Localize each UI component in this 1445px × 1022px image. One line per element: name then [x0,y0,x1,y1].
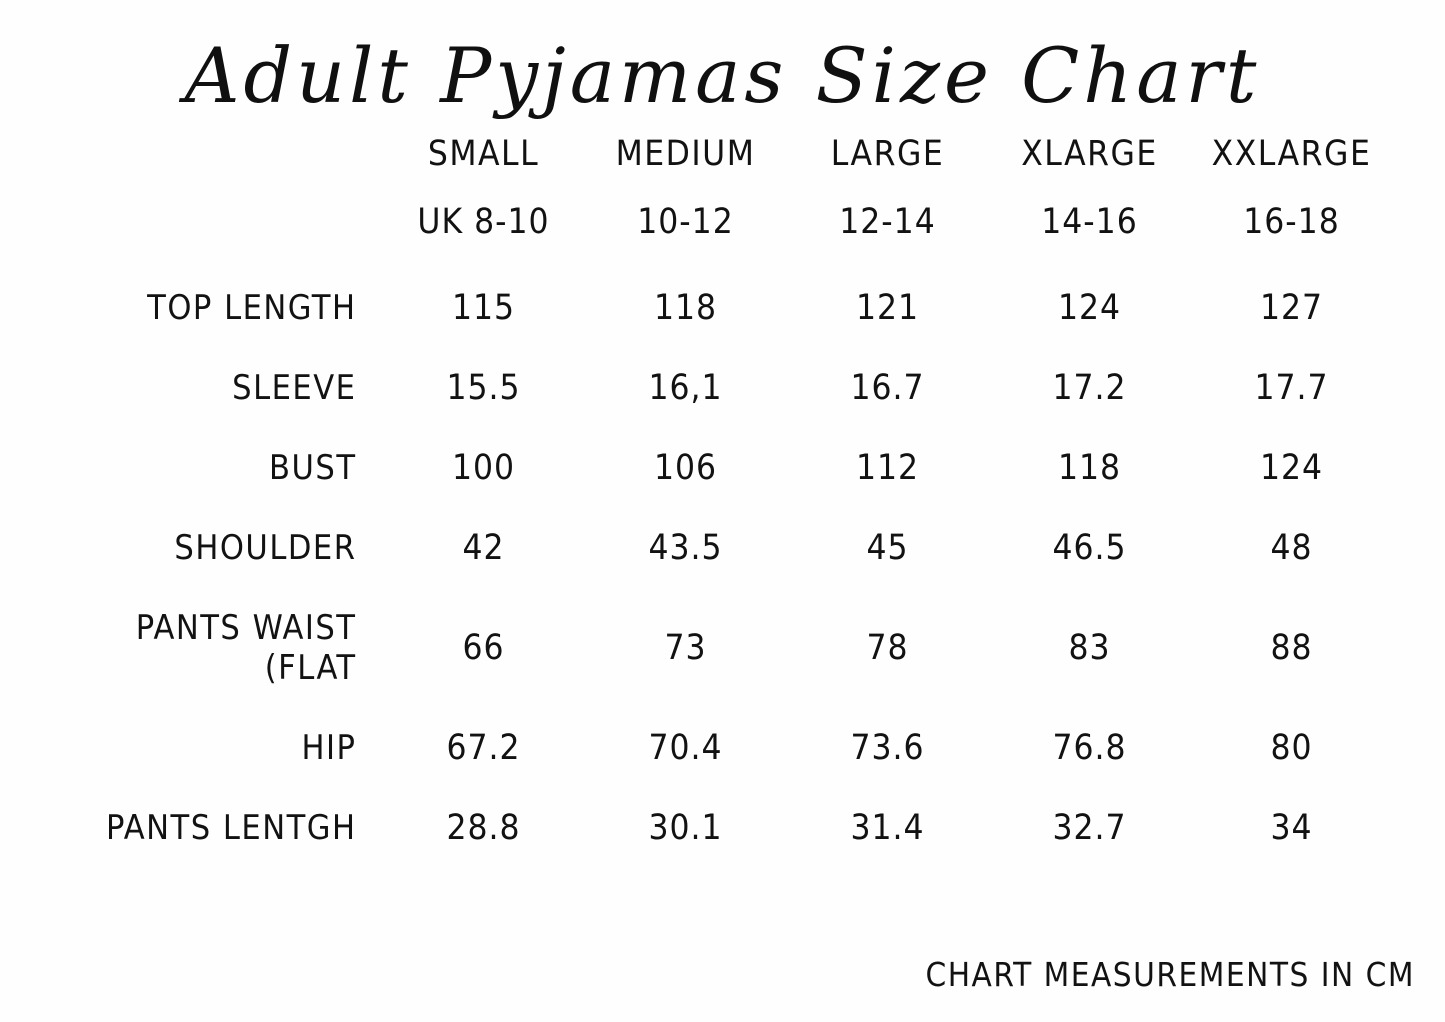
uk-size-row [53,192,1393,268]
cell-sleeve-xlarge: 17.2 [1052,367,1127,408]
cell-pants-length-xlarge: 32.7 [1052,807,1127,848]
table-header [53,128,1393,192]
size-chart-table [53,128,1393,868]
header-row [53,128,1393,192]
cell-sleeve-medium: 16,1 [648,367,723,408]
cell-pants-waist-small: 66 [462,627,505,668]
cell-shoulder-small: 42 [462,527,505,568]
cell-sleeve-xxlarge: 17.7 [1254,367,1329,408]
uk-size-row-label [53,192,383,268]
cell-sleeve-small: 15.5 [446,367,521,408]
table-row [53,268,1393,348]
uk-size-xxlarge: 16-18 [1243,201,1340,242]
cell-shoulder-xlarge: 46.5 [1052,527,1127,568]
cell-bust-medium: 106 [653,447,718,488]
row-label-pants-waist: PANTS WAIST (FLAT [135,607,357,688]
cell-top-length-xlarge: 124 [1057,287,1122,328]
column-header-large: LARGE [830,133,945,174]
cell-pants-length-xxlarge: 34 [1270,807,1313,848]
column-header-xlarge: XLARGE [1021,133,1158,174]
cell-hip-xlarge: 76.8 [1052,727,1127,768]
cell-top-length-small: 115 [451,287,516,328]
cell-hip-small: 67.2 [446,727,521,768]
cell-hip-medium: 70.4 [648,727,723,768]
uk-size-medium: 10-12 [637,201,734,242]
table-row [53,708,1393,788]
row-label-pants-length: PANTS LENTGH [105,807,357,848]
cell-pants-waist-xxlarge: 88 [1270,627,1313,668]
column-header-small: SMALL [427,133,540,174]
table-body [53,192,1393,868]
page-title: Adult Pyjamas Size Chart [184,31,1261,120]
uk-size-xlarge: 14-16 [1041,201,1138,242]
cell-pants-length-small: 28.8 [446,807,521,848]
cell-shoulder-xxlarge: 48 [1270,527,1313,568]
cell-bust-small: 100 [451,447,516,488]
row-label-sleeve: SLEEVE [232,367,357,408]
cell-hip-xxlarge: 80 [1270,727,1313,768]
table-row [53,588,1393,708]
row-label-hip: HIP [301,727,357,768]
cell-pants-length-large: 31.4 [850,807,925,848]
cell-shoulder-medium: 43.5 [648,527,723,568]
row-label-top-length: TOP LENGTH [147,287,357,328]
table-row [53,428,1393,508]
row-label-bust: BUST [269,447,357,488]
uk-size-small: UK 8-10 [417,201,550,242]
column-header-xxlarge: XXLARGE [1211,133,1372,174]
table-row [53,348,1393,428]
cell-pants-waist-large: 78 [866,627,909,668]
cell-hip-large: 73.6 [850,727,925,768]
cell-bust-xlarge: 118 [1057,447,1122,488]
table-row [53,508,1393,588]
cell-top-length-large: 121 [855,287,920,328]
cell-bust-xxlarge: 124 [1259,447,1324,488]
cell-bust-large: 112 [855,447,920,488]
row-label-shoulder: SHOULDER [174,527,357,568]
header-corner [53,128,383,192]
cell-pants-length-medium: 30.1 [648,807,723,848]
cell-sleeve-large: 16.7 [850,367,925,408]
cell-shoulder-large: 45 [866,527,909,568]
cell-pants-waist-medium: 73 [664,627,707,668]
cell-pants-waist-xlarge: 83 [1068,627,1111,668]
measurement-units-note: CHART MEASUREMENTS IN CM [925,955,1415,994]
uk-size-large: 12-14 [839,201,936,242]
cell-top-length-medium: 118 [653,287,718,328]
cell-top-length-xxlarge: 127 [1259,287,1324,328]
table-row [53,788,1393,868]
column-header-medium: MEDIUM [615,133,756,174]
